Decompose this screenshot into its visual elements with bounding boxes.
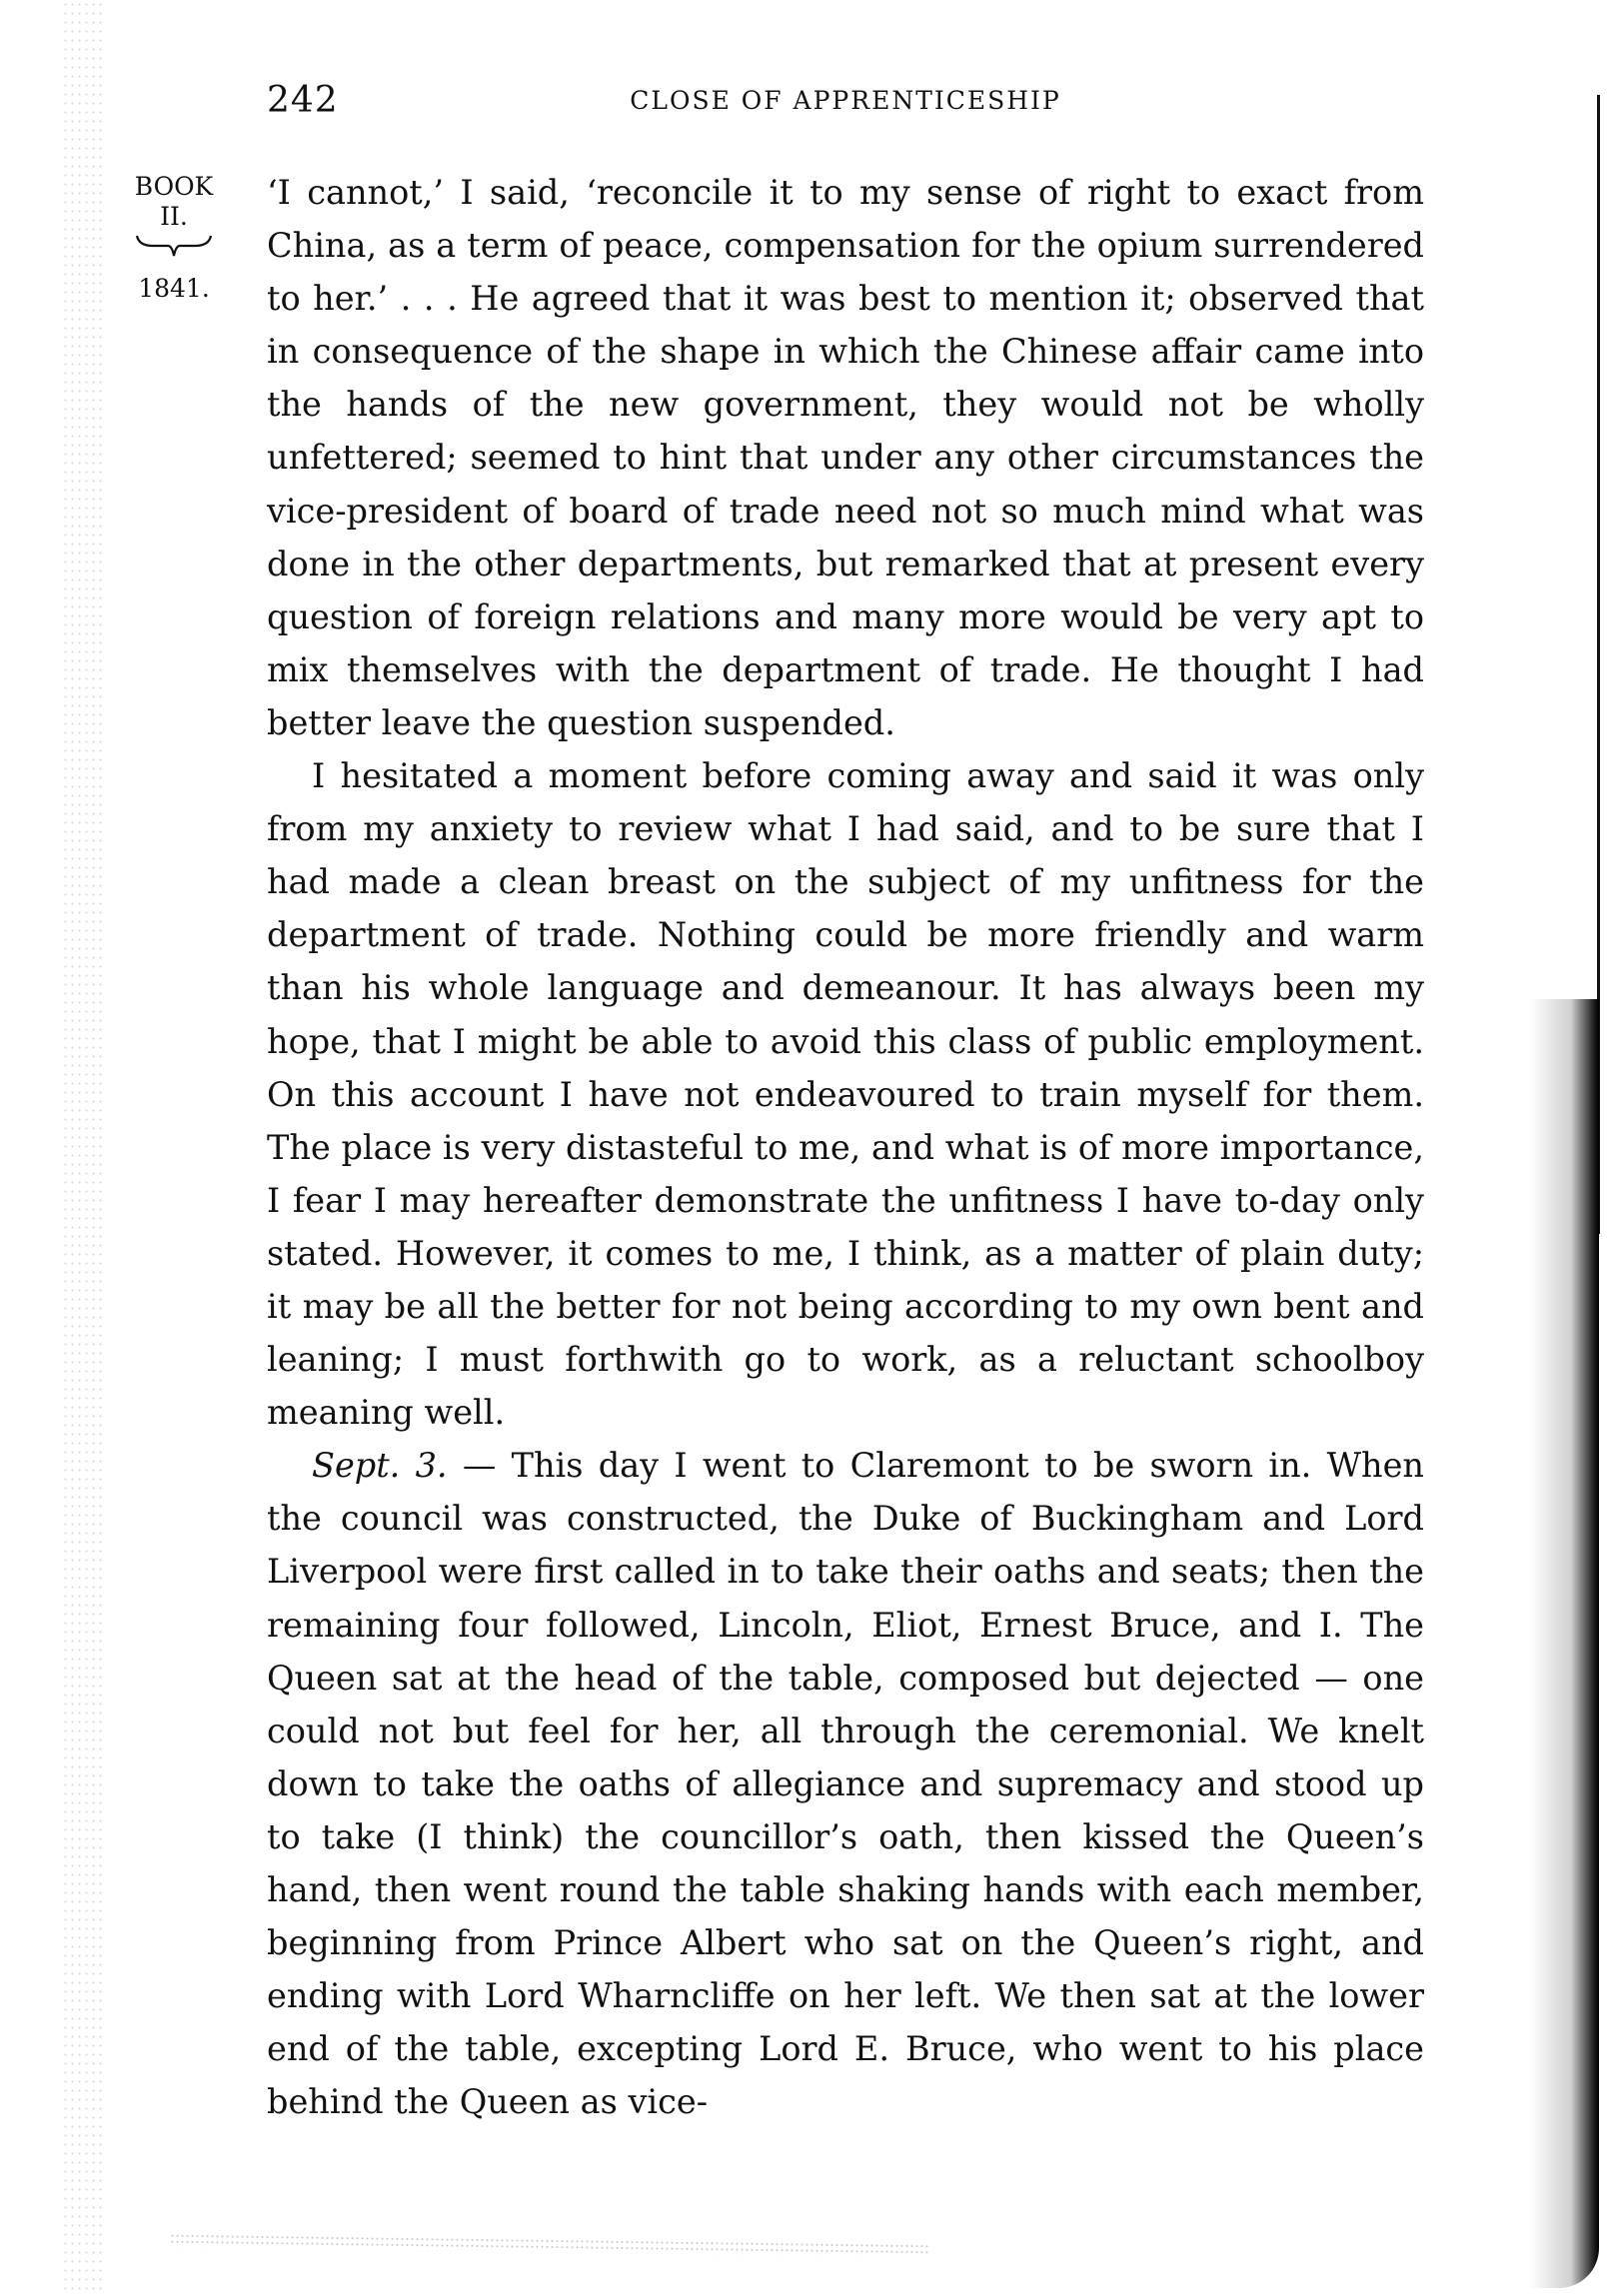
entry-date: Sept. 3. xyxy=(312,1446,448,1486)
page-header xyxy=(267,80,1424,130)
paragraph-3-text: — This day I went to Claremont to be sworn in. When the council was constructed, the Duke of Buckingham and Lord Liverpool were first called in to take their oaths and seats; then the remaining four followed, Lincoln, Eliot, Ernest Bruce, and I. The Queen sat at the head of the table, composed but dejected — one could not but feel for her, all through the ceremonial. We knelt down to take the oaths of allegiance and supremacy and stood up to take (I think) the councillor’s oath, then kissed the Queen’s hand, then went round the table shaking hands with each member, beginning from Prince Albert who sat on the Queen’s right, and ending with Lord Wharncliffe on her left. We then sat at the lower end of the table, excepting Lord E. Bruce, who went to his place behind the Queen as vice- xyxy=(267,1446,1424,2122)
year-label: 1841. xyxy=(138,274,210,303)
scan-noise-bottom xyxy=(170,2233,929,2258)
book-number: II. xyxy=(160,202,188,231)
page-curl-shadow xyxy=(1529,999,1599,2288)
running-head: CLOSE OF APPRENTICESHIP xyxy=(630,86,1061,115)
page-body xyxy=(267,166,1424,2128)
book-label: BOOK xyxy=(134,172,214,201)
scan-edge-noise xyxy=(62,0,102,2296)
paragraph-1: ‘I cannot,’ I said, ‘reconcile it to my sense of right to exact from China, as a term of peace, compensation for the opium surrendered to her.’ . . . He agreed that it was best to mention it; observed that in consequence of the shape in which the Chinese affair came into the hands of the new government, they would not be wholly unfettered; seemed to hint that under any other circumstances the vice-president of board of trade need not so much mind what was done in the other departments, but remarked that at present every question of foreign relations and many more would be very apt to mix themselves with the department of trade. He thought I had better leave the question suspended. xyxy=(267,173,1424,742)
brace-icon xyxy=(135,234,213,260)
paragraph-3 xyxy=(267,1439,1424,2128)
margin-note xyxy=(128,172,220,304)
page-number: 242 xyxy=(267,80,339,121)
paragraph-2: I hesitated a moment before coming away and said it was only from my anxiety to review what I had said, and to be sure that I had made a clean breast on the subject of my unfitness for the department of trade. Nothing could be more friendly and warm than his whole language and demeanour. It has always been my hope, that I might be able to avoid this class of public employment. On this account I have not endeavoured to train myself for them. The place is very distasteful to me, and what is of more importance, I fear I may hereafter demonstrate the unfitness I have to-day only stated. However, it comes to me, I think, as a matter of plain duty; it may be all the better for not being according to my own bent and leaning; I must forthwith go to work, as a reluctant schoolboy meaning well. xyxy=(267,756,1424,1433)
